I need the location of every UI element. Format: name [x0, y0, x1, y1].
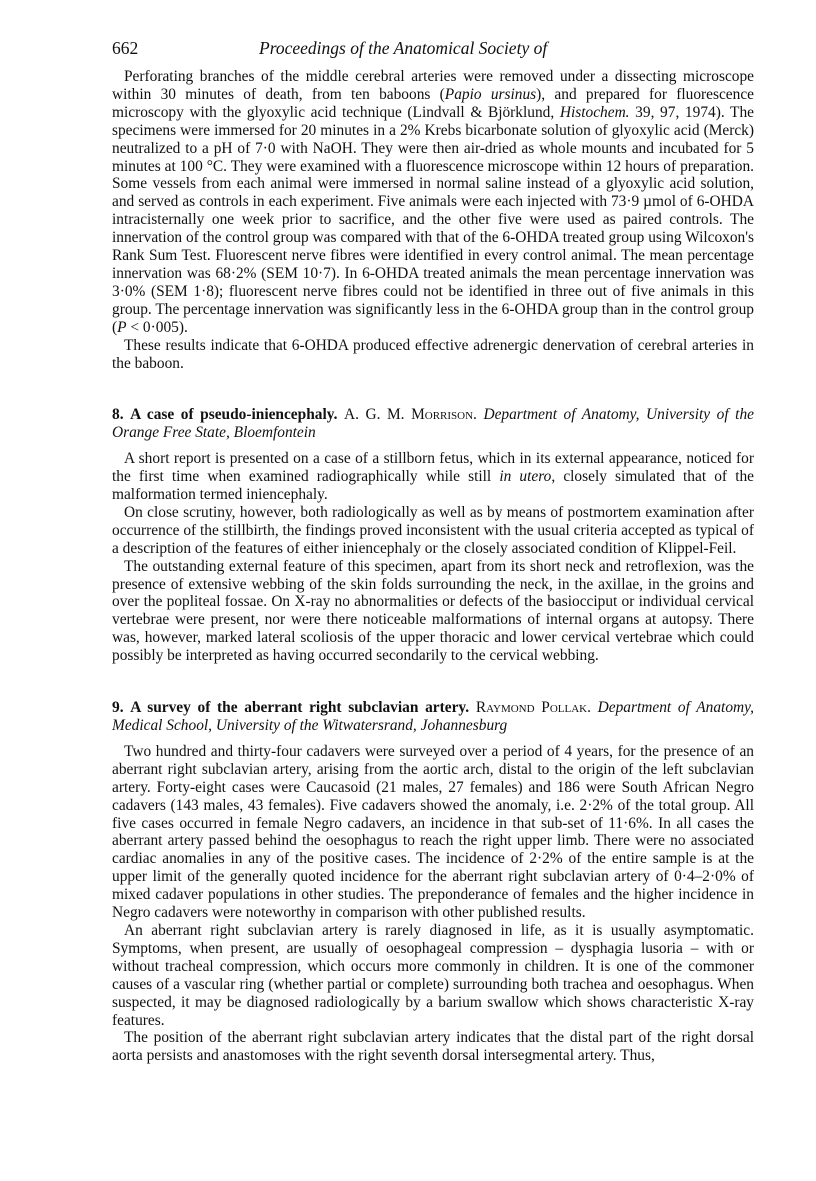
abstract-number: 8.	[112, 406, 124, 424]
abstract-7	[112, 68, 754, 372]
body-paragraph: The outstanding external feature of this specimen, apart from its short neck and retroflexion, was the presence of extensive webbing of the skin folds surrounding the neck, in the axillae, in the groins and over the popliteal fossae. On X-ray no abnormalities or defects of the basiocciput or individual cervical vertebrae were present, nor were there noticeable malformations of internal organs at autopsy. There was, however, marked lateral scoliosis of the upper thoracic and lower cervical vertebrae which could possibly be interpreted as having occurred secondarily to the cervical webbing.	[112, 557, 754, 665]
body-paragraph: These results indicate that 6-OHDA produced effective adrenergic denervation of cerebral arteries in the baboon.	[112, 336, 754, 372]
body-paragraph: Two hundred and thirty-four cadavers were surveyed over a period of 4 years, for the presence of an aberrant right subclavian artery, arising from the aortic arch, distal to the origin of the left subclavian artery. Forty-eight cases were Caucasoid (21 males, 27 females) and 186 were South African Negro cadavers (143 males, 43 females). Five cadavers showed the anomaly, i.e. 2·2% of the total group. All five cases occurred in female Negro cadavers, an incidence in that sub-set of 11·6%. In all cases the aberrant artery passed behind the oesophagus to reach the right upper limb. There were no associated cardiac anomalies in any of the positive cases. The incidence of 2·2% of the entire sample is at the upper limit of the generally quoted incidence for the aberrant right subclavian artery of 0·4–2·0% of mixed cadaver populations in other studies. The preponderance of females and the higher incidence in Negro cadavers were noteworthy in comparison with other published results.	[112, 742, 754, 922]
abstract-title: A survey of the aberrant right subclavian artery.	[130, 699, 470, 717]
abstract-9	[112, 699, 754, 1065]
abstract-title: A case of pseudo-iniencephaly.	[130, 406, 338, 424]
page-number: 662	[112, 38, 139, 58]
italic-text: P	[117, 318, 127, 336]
abstract-number: 9.	[112, 699, 124, 717]
abstract-affiliation: Department of Anatomy, University of the Orange Free State, Bloemfontein	[112, 406, 754, 442]
abstract-8	[112, 406, 754, 665]
page	[112, 40, 754, 1065]
abstract-heading	[112, 699, 754, 735]
body-paragraph: On close scrutiny, however, both radiologically as well as by means of postmortem examination after occurrence of the stillbirth, the findings proved inconsistent with the usual criteria accepted as typical of a description of the features of either iniencephaly or the closely associated condition of Klippel-Feil.	[112, 503, 754, 557]
abstract-affiliation: Department of Anatomy, Medical School, University of the Witwatersrand, Johannesburg	[112, 699, 754, 734]
italic-text: in utero	[499, 468, 552, 486]
abstract-author: A. G. M. Morrison.	[343, 406, 477, 424]
italic-text: Papio ursinus	[444, 85, 537, 103]
abstract-author: Raymond Pollak.	[475, 699, 591, 717]
italic-text: Histochem.	[559, 103, 630, 121]
journal-title: Proceedings of the Anatomical Society of	[259, 38, 548, 58]
abstract-heading	[112, 406, 754, 442]
running-header	[112, 40, 754, 64]
body-paragraph: An aberrant right subclavian artery is rarely diagnosed in life, as it is usually asymptomatic. Symptoms, when present, are usually of oesophageal compression – dysphagia lusoria – with or without tracheal compression, which occurs more commonly in children. It is one of the commoner causes of a vascular ring (whether partial or complete) surrounding both trachea and oesophagus. When suspected, it may be diagnosed radiologically by a barium swallow which shows characteristic X-ray features.	[112, 921, 754, 1029]
body-paragraph: A short report is presented on a case of a stillborn fetus, which in its external appearance, noticed for the first time when examined radiographically while still in utero, closely simulated that of the malformation termed iniencephaly.	[112, 450, 754, 504]
body-paragraph: The position of the aberrant right subclavian artery indicates that the distal part of the right dorsal aorta persists and anastomoses with the right seventh dorsal intersegmental artery. Thus,	[112, 1029, 754, 1065]
body-paragraph: Perforating branches of the middle cerebral arteries were removed under a dissecting microscope within 30 minutes of death, from ten baboons (Papio ursinus), and prepared for fluorescence microscopy with the glyoxylic acid technique (Lindvall & Björklund, Histochem. 39, 97, 1974). The specimens were immersed for 20 minutes in a 2% Krebs bicarbonate solution of glyoxylic acid (Merck) neutralized to a pH of 7·0 with NaOH. They were then air-dried as whole mounts and incubated for 5 minutes at 100 °C. They were examined with a fluorescence microscope within 12 hours of preparation. Some vessels from each animal were immersed in normal saline instead of a glyoxylic acid solution, and served as controls in each experiment. Five animals were each injected with 73·9 µmol of 6-OHDA intracisternally one week prior to sacrifice, and the other five were used as paired controls. The innervation of the control group was compared with that of the 6-OHDA treated group using Wilcoxon's Rank Sum Test. Fluorescent nerve fibres were identified in every control animal. The mean percentage innervation was 68·2% (SEM 10·7). In 6-OHDA treated animals the mean percentage innervation was 3·0% (SEM 1·8); fluorescent nerve fibres could not be identified in three out of five animals in this group. The percentage innervation was significantly less in the 6-OHDA group than in the control group (P < 0·005).	[112, 68, 754, 336]
